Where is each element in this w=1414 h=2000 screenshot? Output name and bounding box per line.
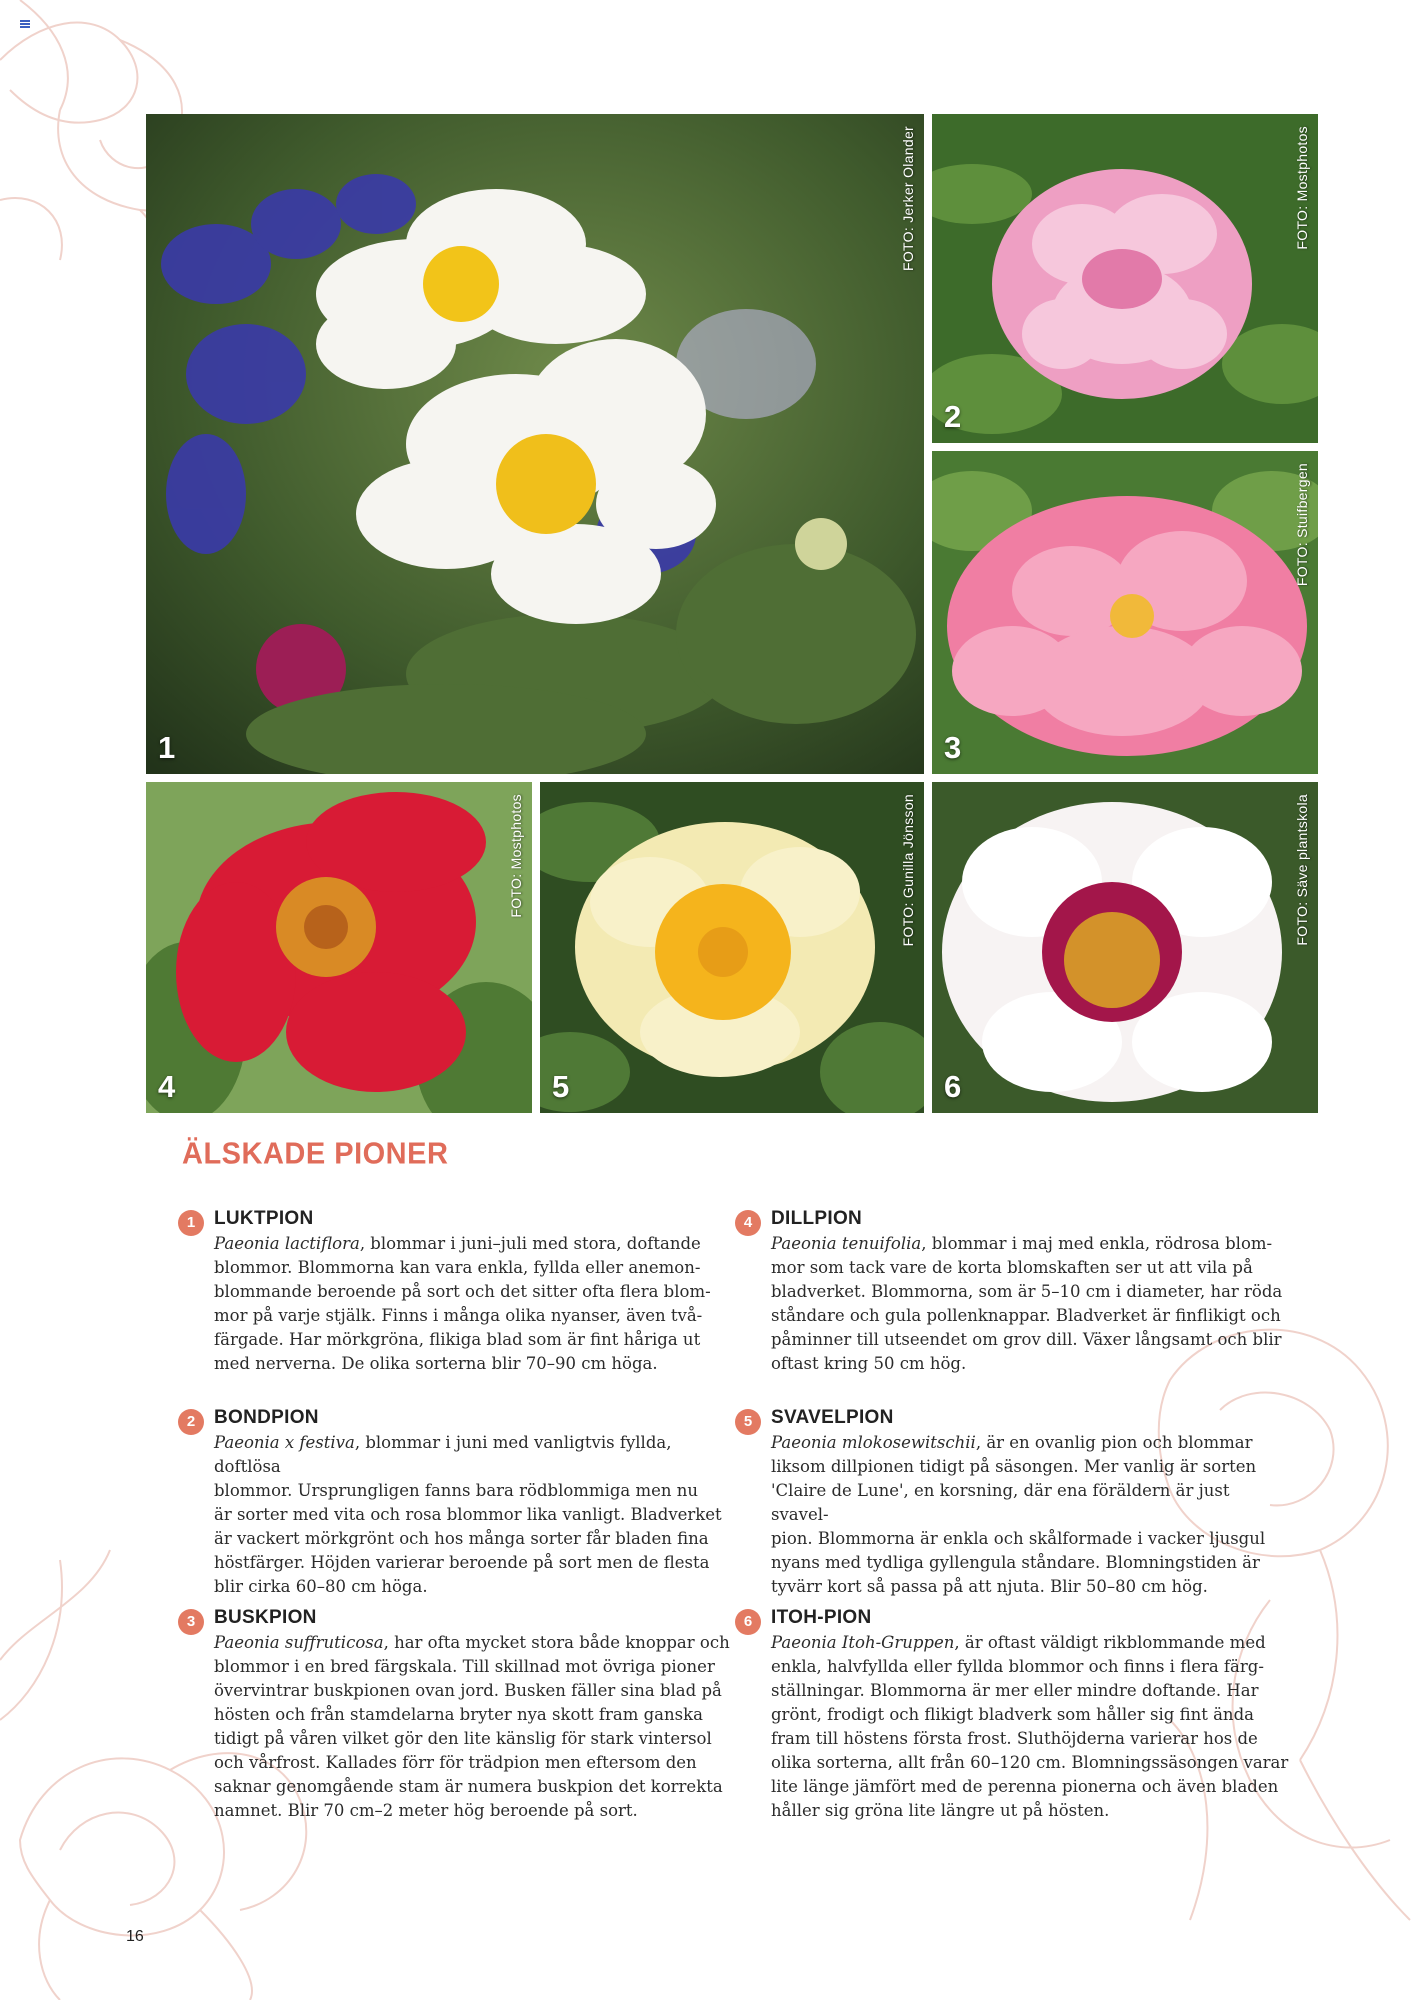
entry-title: BONDPION <box>214 1407 319 1428</box>
photo-number: 3 <box>944 730 962 765</box>
white-magenta-peony-photo <box>932 782 1318 1113</box>
entry-number-badge: 5 <box>735 1409 761 1435</box>
white-peony-photo <box>146 114 924 774</box>
entry-body: Paeonia Itoh-Gruppen, är oftast väldigt rikblommande med enkla, halvfyllda eller fyllda blommor och finns i flera färg- ställningar. Blommorna är mer eller mindre doftande. Har grönt, frodigt och flikigt bladverk som håller sig fint ända fram till höstens första frost. Sluthöjderna varierar hos de olika sorterna, allt från 60–120 cm. Blomningssäsongen varar lite länge jämfört med de perenna pionerna och även bladen håller sig gröna lite längre ut på hösten. <box>771 1633 1289 1820</box>
entry-body: Paeonia suffruticosa, har ofta mycket stora både knoppar och blommor i en bred färgskala. Till skillnad mot övriga pioner övervintrar buskpionen ovan jord. Busken fäller sina blad på hösten och från stamdelarna bryter nya skott fram ganska tidigt på våren vilket gör den lite känslig för stark vintersol och vårfrost. Kallades förr för trädpion men eftersom den saknar genomgående stam är numera buskpion det korrekta namnet. Blir 70 cm–2 meter hög beroende på sort. <box>214 1633 730 1820</box>
entry-number-badge: 4 <box>735 1210 761 1236</box>
photo-number: 6 <box>944 1069 962 1104</box>
entry-number-badge: 3 <box>178 1609 204 1635</box>
entry-bondpion <box>186 1407 734 1599</box>
entry-buskpion <box>186 1607 734 1823</box>
photo-credit: FOTO: Mostphotos <box>1294 126 1310 250</box>
entry-title: BUSKPION <box>214 1607 317 1628</box>
photo-2 <box>932 114 1318 443</box>
latin-name: Paeonia suffruticosa <box>214 1633 384 1652</box>
latin-name: Paeonia x festiva <box>214 1433 355 1452</box>
photo-1 <box>146 114 924 774</box>
photo-credit: FOTO: Stuifbergen <box>1294 463 1310 587</box>
photo-number: 2 <box>944 399 962 434</box>
entry-number-badge: 2 <box>178 1409 204 1435</box>
page-number: 16 <box>126 1928 144 1945</box>
latin-name: Paeonia tenuifolia <box>771 1234 922 1253</box>
entry-title: SVAVELPION <box>771 1407 894 1428</box>
entry-title: DILLPION <box>771 1208 863 1229</box>
entry-body: Paeonia x festiva, blommar i juni med vanligtvis fyllda, doftlösa blommor. Ursprungligen fanns bara rödblommiga men nu är sorter med vita och rosa blommor lika vanligt. Bladverket är vackert mörkgrönt och hos många sorter får bladen fina höstfärger. Höjden varierar beroende på sort men de flesta blir cirka 60–80 cm höga. <box>214 1433 722 1596</box>
photo-3 <box>932 451 1318 774</box>
entry-title: LUKTPION <box>214 1208 314 1229</box>
entry-body: Paeonia tenuifolia, blommar i maj med enkla, rödrosa blom- mor som tack vare de korta blomskaften ser ut att vila på bladverket. Blommorna, som är 5–10 cm i diameter, har röda ståndare och gula pollenknappar. Bladverket är finflikigt och påminner till utseendet om grov dill. Växer långsamt och blir oftast kring 50 cm hög. <box>771 1234 1283 1373</box>
photo-credit: FOTO: Mostphotos <box>508 794 524 918</box>
latin-name: Paeonia lactiflora <box>214 1234 360 1253</box>
latin-name: Paeonia mlokosewitschii <box>771 1433 976 1452</box>
photo-4 <box>146 782 532 1113</box>
photo-number: 5 <box>552 1069 570 1104</box>
yellow-peony-photo <box>540 782 924 1113</box>
entry-svavelpion <box>743 1407 1291 1599</box>
pink-peony-photo <box>932 451 1318 774</box>
photo-6 <box>932 782 1318 1113</box>
entry-luktpion <box>186 1208 734 1376</box>
entry-itoh-pion <box>743 1607 1291 1823</box>
menu-icon[interactable] <box>20 20 30 28</box>
photo-credit: FOTO: Gunilla Jönsson <box>900 794 916 947</box>
latin-name: Paeonia Itoh-Gruppen <box>771 1633 955 1652</box>
entry-title: ITOH-PION <box>771 1607 872 1628</box>
entry-body: Paeonia mlokosewitschii, är en ovanlig pion och blommar liksom dillpionen tidigt på säsongen. Mer vanlig är sorten 'Claire de Lune', en korsning, där ena föräldern är just svavel- pion. Blommorna är enkla och skålformade i vacker ljusgul nyans med tydliga gyllengula ståndare. Blomningstiden är tyvärr kort så passa på att njuta. Blir 50–80 cm hög. <box>771 1433 1266 1596</box>
entry-body: Paeonia lactiflora, blommar i juni–juli med stora, doftande blommor. Blommorna kan vara enkla, fyllda eller anemon- blommande beroende på sort och det sitter ofta flera blom- mor på varje stjälk. Finns i många olika nyanser, även två- färgade. Har mörkgröna, flikiga blad som är fint håriga ut med nerverna. De olika sorterna blir 70–90 cm höga. <box>214 1234 711 1373</box>
entry-number-badge: 6 <box>735 1609 761 1635</box>
entry-dillpion <box>743 1208 1291 1376</box>
photo-credit: FOTO: Säve plantskola <box>1294 794 1310 946</box>
entry-number-badge: 1 <box>178 1210 204 1236</box>
section-title: ÄLSKADE PIONER <box>182 1137 449 1171</box>
red-peony-photo <box>146 782 532 1113</box>
photo-5 <box>540 782 924 1113</box>
pink-double-peony-photo <box>932 114 1318 443</box>
photo-number: 1 <box>158 730 176 765</box>
photo-credit: FOTO: Jerker Olander <box>900 126 916 272</box>
photo-number: 4 <box>158 1069 176 1104</box>
